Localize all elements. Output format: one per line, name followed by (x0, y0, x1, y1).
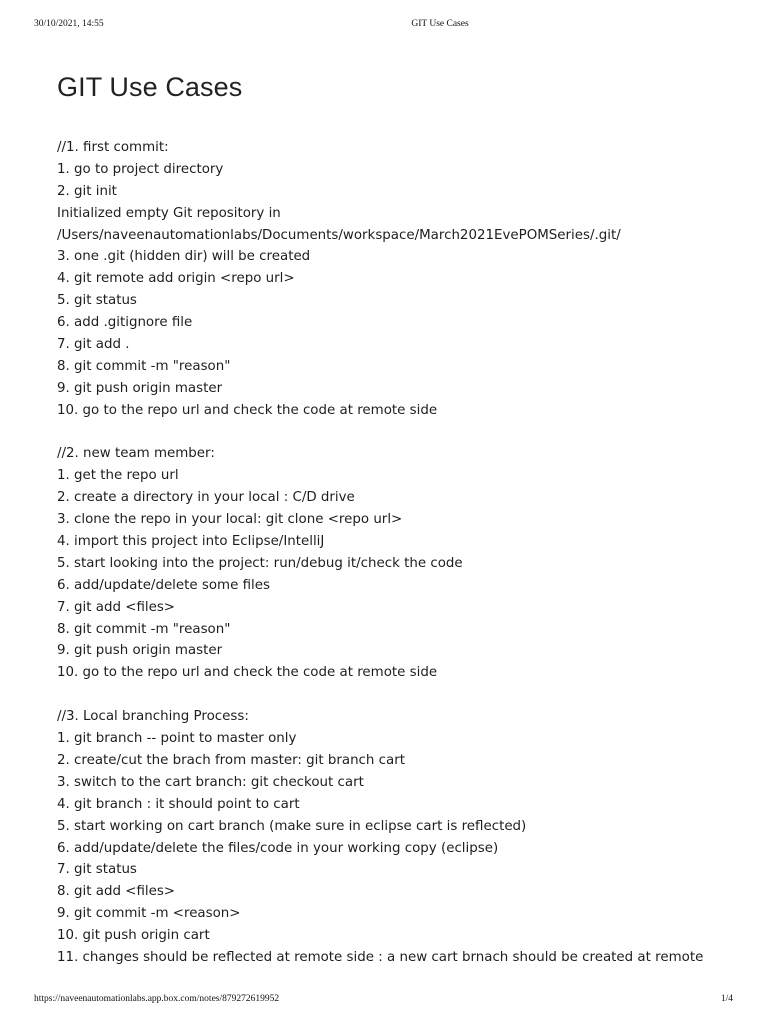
step-line: 2. create/cut the brach from master: git branch cart (57, 752, 405, 768)
step-line: 9. git push origin master (57, 380, 223, 396)
step-line: 8. git commit -m "reason" (57, 621, 231, 637)
section-heading: //3. Local branching Process: (57, 709, 249, 725)
step-line: 1. git branch -- point to master only (57, 731, 297, 747)
step-line: 10. git push origin cart (57, 928, 210, 944)
step-line: 4. import this project into Eclipse/IntelliJ (57, 534, 325, 550)
step-line: 5. start looking into the project: run/debug it/check the code (57, 555, 463, 571)
step-line: 6. add .gitignore file (57, 315, 193, 331)
page-number: 1/4 (720, 994, 733, 1004)
print-header (0, 19, 768, 33)
page-title: GIT Use Cases (57, 72, 243, 102)
step-line: 6. add/update/delete the files/code in your working copy (eclipse) (57, 840, 499, 856)
step-line: 1. go to project directory (57, 161, 224, 177)
step-line: 8. git commit -m "reason" (57, 358, 231, 374)
step-line: 10. go to the repo url and check the code at remote side (57, 665, 438, 681)
document-body (57, 137, 747, 969)
step-line: 4. git branch : it should point to cart (57, 796, 300, 812)
step-line: 7. git status (57, 862, 137, 878)
section-heading: //2. new team member: (57, 446, 215, 462)
print-url: https://naveenautomationlabs.app.box.com/notes/879272619952 (34, 994, 280, 1004)
step-line: 7. git add <files> (57, 599, 176, 615)
step-line: 2. create a directory in your local : C/D drive (57, 490, 355, 506)
step-line: 9. git commit -m <reason> (57, 906, 241, 922)
step-line: 3. one .git (hidden dir) will be created (57, 249, 311, 265)
step-line: /Users/naveenautomationlabs/Documents/workspace/March2021EvePOMSeries/.git/ (57, 227, 621, 243)
print-footer (0, 994, 768, 1008)
step-line: 4. git remote add origin <repo url> (57, 271, 295, 287)
step-line: 1. get the repo url (57, 468, 179, 484)
step-line: Initialized empty Git repository in (57, 205, 281, 221)
step-line: 6. add/update/delete some files (57, 577, 270, 593)
step-line: 9. git push origin master (57, 643, 223, 659)
step-line: 7. git add . (57, 337, 130, 353)
step-line: 2. git init (57, 183, 117, 199)
step-line: 8. git add <files> (57, 884, 176, 900)
step-line: 5. start working on cart branch (make sure in eclipse cart is reflected) (57, 818, 527, 834)
step-line: 11. changes should be reflected at remote side : a new cart brnach should be created at remote (57, 949, 704, 965)
print-doc-title: GIT Use Cases (411, 19, 469, 29)
step-line: 3. switch to the cart branch: git checkout cart (57, 774, 364, 790)
step-line: 3. clone the repo in your local: git clone <repo url> (57, 512, 403, 528)
print-date: 30/10/2021, 14:55 (34, 19, 104, 29)
section-spacer (57, 422, 747, 444)
section-heading: //1. first commit: (57, 140, 169, 155)
section-spacer (57, 684, 747, 706)
step-line: 10. go to the repo url and check the code at remote side (57, 402, 438, 418)
step-line: 5. git status (57, 293, 137, 309)
